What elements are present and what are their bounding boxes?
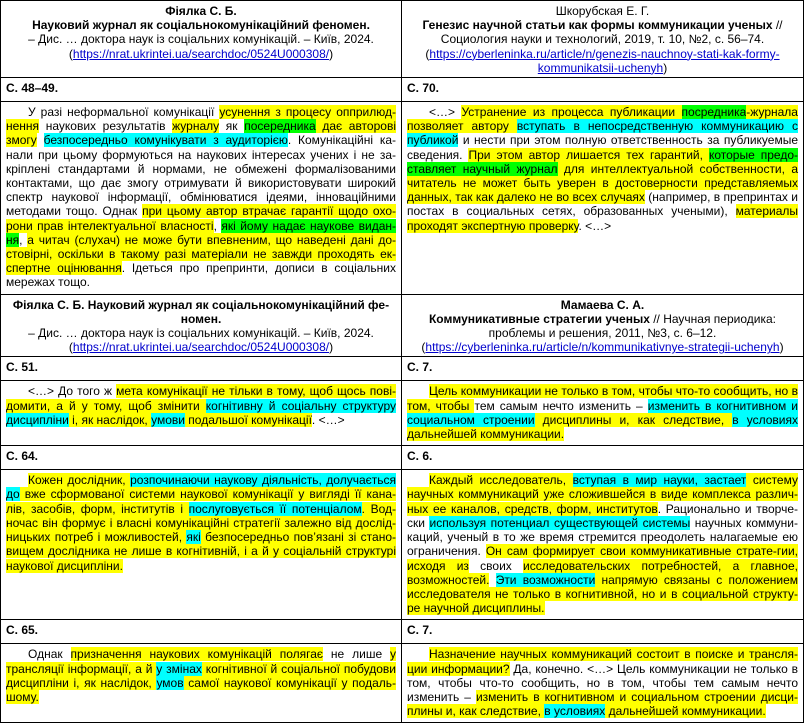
page-row [1, 620, 804, 644]
quote-left [1, 381, 402, 446]
quote-left [1, 644, 402, 723]
highlighted-text: когнітивну й соціальну структуру дисципліни [6, 398, 396, 427]
quote-left [1, 102, 402, 295]
highlighted-text: Каждый исследователь, [429, 473, 573, 488]
highlighted-text: при цьому автор втрачає гарантії щодо охо-рони прав інтелектуальної власності [6, 204, 396, 233]
highlighted-text: Он сам формирует свои коммуникативные страте-гии, исходя из [407, 544, 798, 573]
highlighted-text: для интеллектуальной собственности, а читатель не может быть уверен в достоверности представляемых данных, так как далеко не во всех случаях [407, 161, 799, 205]
quote-text [37, 133, 44, 147]
author-line: Шкорубская Е. Г. [555, 4, 650, 18]
quote-text: . <…> [311, 412, 345, 427]
highlighted-text: . Вод-ночас він формує і власні комунікаційні стратегії залежно від дослід-ницьких потреб і можливостей, [6, 501, 396, 545]
page-ref-left: С. 48–49. [1, 78, 402, 102]
page-ref-right: С. 6. [402, 446, 804, 470]
highlighted-text: а читач (слухач) не може бути впевненим, що наведені дані до-стовірні, оскільки в такому разі матеріали не завжди проходять ек-спертне оцінювання [6, 232, 396, 276]
quote-row [1, 102, 804, 295]
quote-text: , [19, 232, 28, 247]
quote-paragraph [6, 647, 396, 704]
title-line [407, 18, 798, 32]
highlighted-text: Устранение из процесса публикации [461, 105, 682, 120]
quote-text: У разі неформальної комунікації [28, 105, 220, 120]
quote-text: не лише [323, 647, 390, 662]
page-ref-right: С. 70. [402, 78, 804, 102]
quote-text: своих [468, 558, 523, 573]
highlighted-text: розпочинаючи наукову діяльність, долучається до [6, 473, 396, 502]
highlighted-text: журналу [172, 119, 220, 134]
quote-paragraph [407, 473, 798, 615]
highlighted-text: посередника [244, 119, 316, 134]
highlighted-text: безпосередньо пов’язані зі стано-вищем дослідника не лише в когнітивній, і а й у соціальній структурі наукової дисципліни. [6, 530, 396, 573]
highlighted-text: посредника [681, 105, 747, 120]
highlighted-text: изменить в когнитивном и социальном строении [407, 398, 798, 427]
quote-text: . <…> [578, 218, 612, 233]
highlighted-text: дальнейшей коммуникации. [605, 704, 766, 719]
highlighted-text: напрямую связаны с положением исследователя не только в когнитивной, но и в социальной структу-ре научной дисциплины. [407, 572, 799, 616]
quote-text: як [219, 119, 245, 134]
highlighted-text: -журнала позволяет автору [407, 105, 798, 134]
title-line: номен. [180, 311, 222, 326]
highlighted-text: материалы проходят экспертную проверку [407, 204, 798, 233]
page-ref-left: С. 51. [1, 357, 402, 381]
source-line: – Дис. … доктора наук із соціальних комунікацій. – Київ, 2024. [28, 326, 374, 341]
quote-paragraph [6, 105, 396, 290]
highlighted-text: які [186, 530, 201, 545]
source-left-1 [1, 1, 402, 78]
highlighted-text: в условиях [544, 704, 606, 719]
source-link[interactable]: https://cyberleninka.ru/article/n/genezis-nauchnoy-stati-kak-formy-kommunikatsii-uchenyh [429, 46, 780, 75]
quote-text: (например, в препринтах и постах в социальных сетях, образованных учеными), [407, 190, 798, 219]
quote-paragraph [407, 384, 798, 441]
quote-row [1, 644, 804, 723]
highlighted-text: безпосередньо комунікувати з аудиторією [43, 133, 288, 148]
quote-right [402, 470, 804, 620]
author-line: Мамаева С. А. [560, 297, 645, 312]
highlighted-text: умов [156, 675, 184, 690]
highlighted-text: которые предо-ставляет научный журнал [407, 147, 798, 176]
source-right-2 [402, 294, 804, 357]
page-row [1, 357, 804, 381]
highlighted-text: Кожен дослідник, [28, 473, 131, 488]
source-link[interactable]: https://nrat.ukrintei.ua/searchdoc/0524U000308/ [72, 340, 330, 355]
highlighted-text: послуговується її потенціалом [188, 501, 362, 516]
quote-row [1, 381, 804, 446]
quote-text: , [213, 218, 222, 233]
source-link[interactable]: https://cyberleninka.ru/article/n/kommunikativnye-strategii-uchenyh [425, 340, 780, 355]
quote-text: Однак [28, 647, 71, 662]
quote-text: Да, конечно. <…> Цель коммуникации не только в том, чтобы что-то сообщить, но в том, чтобы тем самым нечто изменить – [407, 661, 798, 704]
highlighted-text: самої наукової комунікації у подаль-шому. [6, 675, 396, 704]
highlighted-text: в условиях [732, 412, 798, 427]
source-left-2 [1, 294, 402, 357]
quote-paragraph [6, 384, 396, 427]
highlighted-text: исследовательских потребностей, а главное, возможностей. [407, 558, 798, 587]
quote-right [402, 102, 804, 295]
source-link-wrap: (https://cyberleninka.ru/article/n/kommunikativnye-strategii-uchenyh) [421, 340, 784, 355]
highlighted-text: Цель коммуникации не только в том, чтобы что-то сообщить, но в том, чтобы [407, 384, 798, 413]
quote-text: . Рационально и творче-ски [407, 501, 798, 530]
quote-text: и нести при этом полную ответственность за публикуемые сведения. [407, 133, 798, 162]
highlighted-text: систему научных коммуникаций уже сложившейся в виде комплекса различ-ных ее каналов, средств, форм, институтов [407, 473, 798, 516]
highlighted-text: изменить в когнитивном и социальном строении дисци-плины и, как следствие, [407, 689, 798, 719]
highlighted-text: у трансляції інформації, а й [6, 647, 396, 676]
page-ref-right: С. 7. [402, 357, 804, 381]
page-row [1, 446, 804, 470]
source-header-row-1 [1, 1, 804, 78]
quote-text: тем самым нечто изменить – [474, 398, 648, 413]
quote-text [489, 573, 495, 587]
page-ref-left: С. 65. [1, 620, 402, 644]
highlighted-text: які йому надає наукове видан-ня [6, 218, 396, 247]
source-link-wrap: (https://cyberleninka.ru/article/n/genezis-nauchnoy-stati-kak-formy-kommunikatsii-uchenyh) [425, 46, 780, 75]
highlighted-text: призначення наукових комунікацій полягає [70, 647, 324, 662]
title-line: Науковий журнал як соціальнокомунікаційний феномен. [32, 18, 370, 33]
source-link-wrap: (https://nrat.ukrintei.ua/searchdoc/0524U000308/) [68, 46, 334, 61]
title-text: Генезис научной статьи как формы коммуникации ученых [422, 18, 773, 33]
author-line: Фіялка С. Б. [165, 4, 237, 18]
source-right-1 [402, 1, 804, 78]
source-line: проблемы и решения, 2011, №3, с. 6–12. [488, 326, 717, 341]
quote-right [402, 381, 804, 446]
highlighted-text: і, як наслідок, [68, 412, 152, 427]
highlighted-text: используя потенциал существующей системы [429, 515, 691, 530]
title-line [407, 312, 798, 326]
highlighted-text: Назначение научных коммуникаций состоит в поиске и трансля-ции информации? [407, 647, 798, 676]
page-ref-right: С. 7. [402, 620, 804, 644]
highlighted-text: у змінах [156, 661, 202, 676]
highlighted-text: дальнейшей коммуникации. [407, 427, 565, 442]
source-line: – Дис. … доктора наук із соціальних комунікацій. – Київ, 2024. [28, 32, 374, 47]
source-header-row-2 [1, 294, 804, 357]
highlighted-text: мета комунікації не тільки в тому, щоб щось пові-домити, а й у тому, щоб змінити [6, 384, 396, 413]
quote-paragraph [407, 647, 798, 718]
page-ref-left: С. 64. [1, 446, 402, 470]
quote-text: <…> [429, 105, 462, 120]
quote-row [1, 470, 804, 620]
quote-paragraph [6, 473, 396, 572]
highlighted-text: Эти возможности [495, 572, 596, 587]
title-separator: // [772, 18, 783, 33]
quote-text: научных коммуни-каций, ученый в то же время стремится преодолеть налагаемые ею ограничения. [407, 515, 798, 559]
quote-right [402, 644, 804, 723]
quote-text: <…> До того ж [28, 384, 117, 399]
source-link[interactable]: https://nrat.ukrintei.ua/searchdoc/0524U000308/ [72, 46, 330, 61]
quote-text: . Комунікаційні ка-нали при цьому формуються на наукових інтересах учених і не за-кріплені стандартами й нормами, не обмежені формалізованими контактами, що дає змогу отримувати й використовувати широкий спектр наукової інформації, обмінюватися ідеями, інноваційними методами тощо. Однак [6, 133, 397, 219]
page-row [1, 78, 804, 102]
highlighted-text: вступать в непосредственную коммуникацию с публикой [407, 119, 798, 148]
source-link-wrap: (https://nrat.ukrintei.ua/searchdoc/0524U000308/) [68, 340, 334, 355]
source-text: // Научная периодика: [649, 311, 776, 326]
highlighted-text: умови [151, 412, 185, 427]
source-line: Социология науки и технологий, 2019, т. 10, №2, с. 56–74. [440, 32, 765, 47]
highlighted-text: усунення з процесу опприлюд-нення [6, 105, 396, 134]
highlighted-text: когнітивної й соціальної побудови дисципліни і, як наслідок, [6, 661, 396, 690]
highlighted-text: При этом автор лишается тех гарантий, [468, 147, 709, 162]
quote-left [1, 470, 402, 620]
quote-text: наукових результатів [39, 119, 173, 134]
highlighted-text: подальшої комунікації [184, 412, 312, 427]
highlighted-text: вже сформованої системи наукової комунікації у вигляді її кана-лів, засобів, форм, інститутів і [6, 487, 396, 516]
quote-text: . Ідеться про препринти, дописи в соціальних мережах тощо. [6, 261, 397, 290]
highlighted-text: дає авторові змогу [6, 119, 396, 148]
highlighted-text: вступая в мир науки, застает [572, 473, 747, 488]
title-line: Фіялка С. Б. Науковий журнал як соціальнокомунікаційний фе- [12, 297, 390, 312]
title-text: Коммуникативные стратегии ученых [428, 311, 650, 326]
highlighted-text: дисциплины и, как следствие, [534, 412, 733, 427]
quote-paragraph [407, 105, 798, 233]
